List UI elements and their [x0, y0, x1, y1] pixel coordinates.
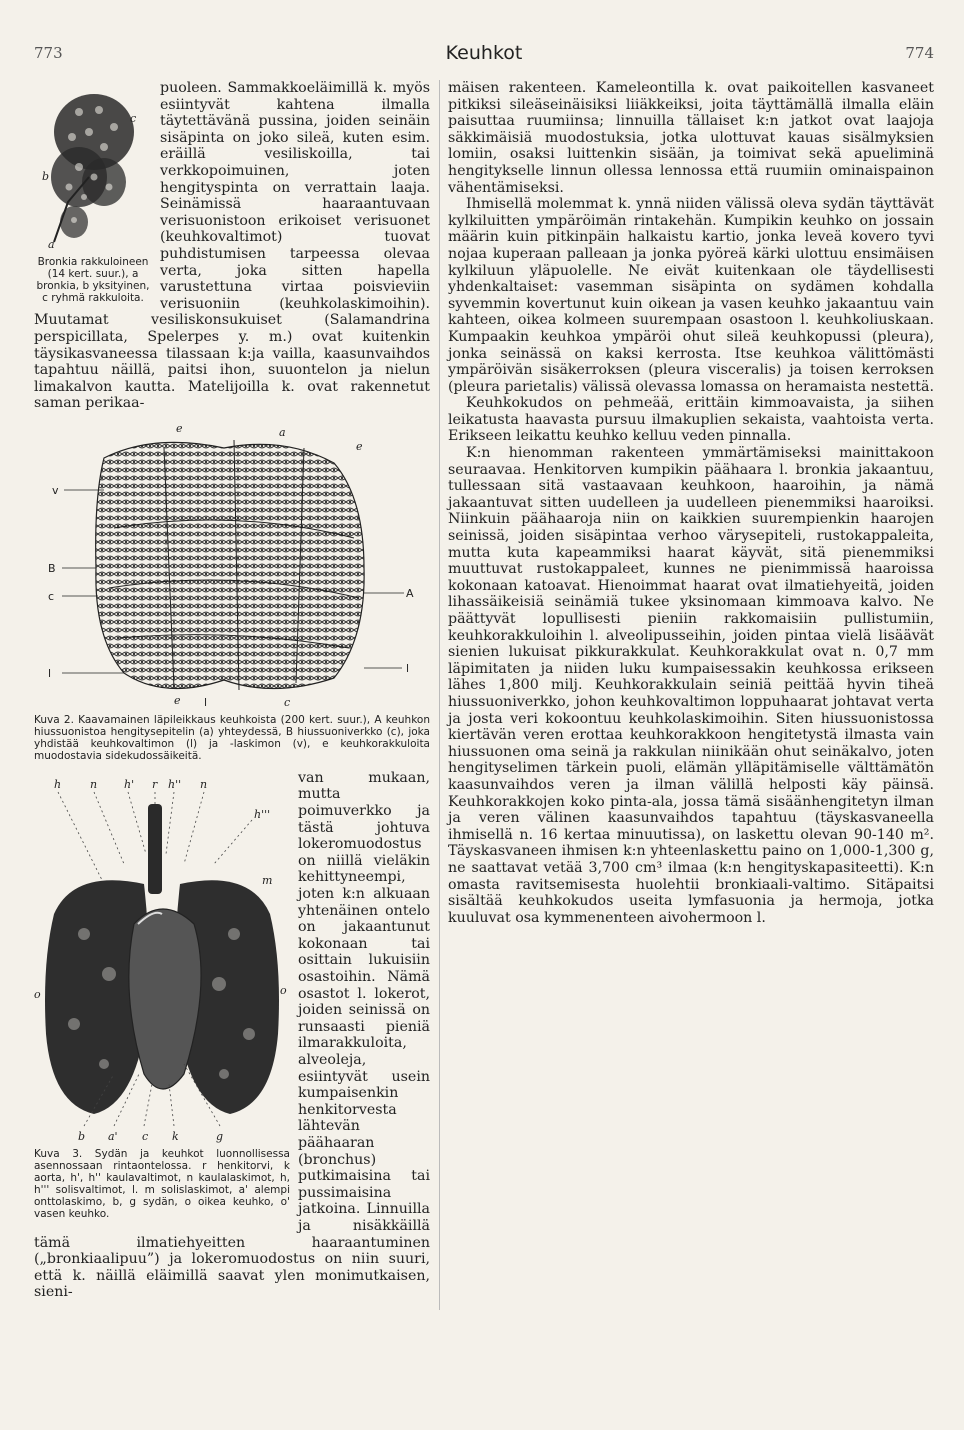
- label-k: k: [172, 1129, 179, 1143]
- label-c: c: [142, 1129, 149, 1143]
- label-n2: n: [200, 777, 208, 791]
- label-o2: o: [280, 983, 287, 997]
- page-header: [34, 44, 934, 66]
- label-g: g: [216, 1129, 224, 1143]
- label-B: B: [48, 561, 56, 575]
- right-paragraph-3: Keuhkokudos on pehmeää, erittäin kimmoavaista, ja siihen leikatusta haavasta pursuu ilmakuplien sekaista, vaahtoista verta. Erikseen leikattu keuhko kelluu veden pinnalla.: [448, 395, 934, 445]
- label-h1: h': [124, 777, 135, 791]
- left-paragraph-1: puoleen. Sammakkoeläimillä k. myös esiintyvät kahtena ilmalla täytettävänä pussina, joiden seinäin sisäpinta on joko sileä, kuten esim. eräillä vesiliskoilla, tai verkkopoimuinen, joten hengityspinta on verrattain laaja. Seinämissä haaraantuvaan verisuonistoon erikoiset verisuonet (keuhkovaltimot) tuovat puhdistumisen tarpeessa olevaa verta, joka sitten hapella varustettuna virtaa poisvieviin verisuoniin (keuhkolaskimoihin). Muutamat vesiliskonsukuiset (Salamandrina perspicillata, Spelerpes y. m.) ovat kuitenkin täysikasvaneessa tilassaan k:ja vailla, kaasunvaihdos tapahtuu näillä, paitsi ihon, suuontelon ja nielun limakalvon kautta. Matelijoilla k. ovat rakennetut saman perikaa-: [34, 80, 430, 412]
- figure-2: [34, 418, 430, 762]
- label-m: m: [262, 873, 273, 887]
- figure-2-caption: Kuva 2. Kaavamainen läpileikkaus keuhkoista (200 kert. suur.), A keuhkon hiussuonistoa hengitysepitelin (a) yhteydessä, B hiussuoniverkko (c), joka yhdistää keuhkovaltimon (l) ja -laskimon (v), e keuhkorakkuloita muodostavia sidekudossäikeitä.: [34, 713, 430, 762]
- label-a: a: [279, 425, 286, 439]
- label-l-right: l: [406, 661, 410, 675]
- label-e-top: e: [176, 421, 183, 435]
- bronchia-illustration: [34, 82, 152, 252]
- left-paragraph-2: van mukaan, mutta poimuverkko ja tästä johtuva lokeromuodostus on niillä vieläkin kehittyneempi, joten k:n alkuaan yhtenäinen ontelo on jakaantunut kokonaan tai osittain lukuisiin osastoihin. Nämä osastot l. lokerot, joiden seinissä on runsaasti pieniä ilmarakkuloita, alveoleja, esiintyvät usein kumpaisenkin henkitorvesta lähtevän päähaaran (bronchus) putkimaisina tai pussimaisina jatkoina. Linnuilla ja nisäkkäillä tämä ilmatiehyeitten haaraantuminen („bronkiaalipuu”) ja lokeromuodostus on niin suuri, että k. näillä eläimillä saavat ylen monimutkaisen, sieni-: [34, 769, 430, 1301]
- page-number-right: 774: [905, 44, 934, 62]
- label-l-left: l: [48, 666, 52, 680]
- label-h: h: [54, 777, 62, 791]
- figure-3-caption: Kuva 3. Sydän ja keuhkot luonnollisessa asennossaan rintaontelossa. r henkitorvi, k aorta, h', h'' kaulavaltimot, n kaulalaskimot, h, h''' solisvaltimot, l. m solislaskimot, a' alempi onttolaskimo, b, g sydän, o oikea keuhko, o' vasen keuhko.: [34, 1147, 290, 1220]
- svg-text:b: b: [42, 170, 50, 183]
- figure-1-caption: Bronkia rakkuloineen (14 kert. suur.), a bronkia, b yksityinen, c ryhmä rakkuloita.: [36, 256, 150, 304]
- label-l-bottom: l: [204, 695, 208, 709]
- lung-section-diagram: [34, 418, 430, 710]
- label-n: n: [90, 777, 98, 791]
- label-a1: a': [108, 1129, 118, 1143]
- right-column: [448, 80, 934, 926]
- label-r: r: [152, 777, 158, 791]
- left-column: [34, 80, 430, 1301]
- column-divider: [439, 80, 440, 1310]
- page-title: Keuhkot: [445, 42, 523, 64]
- right-paragraph-2: Ihmisellä molemmat k. ynnä niiden välissä oleva sydän täyttävät kylkiluitten ympäröimän rintakehän. Kumpikin keuhko on jossain määrin kuin pitkinpäin halkaistu kartio, jonka leveä kovero tyvi nojaa kuperaan palleaan ja jonka pyöreä kärki ulottuu ensimäisen kylkiluun yläpuolelle. Ne eivät kuitenkaan ole täydellisesti yhdenkaltaiset: vasemman sisäpinta on sydämen kohdalla syvemmin kovertunut kuin oikean ja vasen keuhko jakaantuu vain kahteen, oikea kolmeen suurempaan osastoon l. keuhkoliuskaan. Kumpaakin keuhkoa ympäröi ohut sileä keuhkopussi (pleura), jonka seinässä on kaksi kerrosta. Itse keuhkoa välittömästi ympäröivän sisäkerroksen (pleura visceralis) ja toisen kerroksen (pleura parietalis) välissä olevassa lomassa on heramaista nestettä.: [448, 196, 934, 395]
- figure-bronchia: [34, 82, 152, 304]
- label-b: b: [78, 1129, 86, 1143]
- page-number-left: 773: [34, 44, 63, 62]
- label-o: o: [34, 987, 41, 1001]
- right-paragraph-1: mäisen rakenteen. Kameleontilla k. ovat paikoitellen kasvaneet pitkiksi sileäseinäisiksi liiäkkeiksi, joita täyttämällä ilmalla eläin paisuttaa ruumiinsa; linnuilla tällaiset k:n jatkot ovat laajoja säkkimäisiä muodostuksia, jotka ulottuvat kauas sisälmyksien lomiin, osaksi luittenkin sisään, ja toimivat sekä apueliminä hengitykselle linnun ollessa lennossa että ruumiin ominaispainon vähentämiseksi.: [448, 80, 934, 196]
- svg-text:c: c: [130, 112, 137, 125]
- label-e-bottom: e: [174, 693, 181, 707]
- label-A: A: [406, 586, 414, 600]
- figure-3: [34, 774, 290, 1220]
- label-c-bottom: c: [284, 695, 291, 709]
- label-h2: h'': [168, 777, 182, 791]
- svg-text:a: a: [48, 238, 55, 251]
- label-v: v: [52, 483, 59, 497]
- label-e-right: e: [356, 439, 363, 453]
- right-paragraph-4: K:n hienomman rakenteen ymmärtämiseksi mainittakoon seuraavaa. Henkitorven kumpikin päähaara l. bronkia jakaantuu, tullessaan sitä vastaavaan keuhkoon, haaroihin, ja nämä jakaantuvat sitten uudelleen ja uudelleen pienemmiksi haaroiksi. Niinkuin päähaaroja niin on kaikkien suurempienkin haarojen seinissä, joiden sisäpintaa verhoo värysepiteli, rustokappaleita, mutta kuta kapeammiksi haarat käyvät, sitä pienemmiksi muuttuvat rustokappaleet, kunnes ne pienimmissä haaroissa kokonaan katoavat. Hienoimmat haarat ovat ilmatiehyeitä, joiden lihassäikeisiä seinämiä tukee yksinomaan kimmoava kalvo. Ne päättyvät lopullisesti pieniin rakkomaisiin pullistumiin, keuhkorakkuloihin l. alveolipusseihin, joiden pintaa vielä lisäävät sienien lukuisat pikkurakkulat. Keuhkorakkulat ovat n. 0,7 mm läpimitaten ja niiden luku kumpaisessakin keuhkossa erikseen lähes 1,800 milj. Keuhkorakkulain seiniä peittää hyvin tiheä hiussuoniverkko, johon keuhkovaltimon loppuhaarat johtavat verta ja josta veri kokoontuu keuhkolaskimoihin. Siten hiussuonistossa kiertävän veren erottaa keuhkorakkoon hengitetystä ilmasta vain hiussuonen oma seinä ja rakkulan niinikään ohut seinäkalvo, joten hengityselimen tärkein puoli, elämän ylläpitämiselle välttämätön kaasunvaihdos veren ja ilman välillä helposti käy päinsä. Keuhkorakkojen koko pinta-ala, jossa tämä sisäänhengitetyn ilman ja veren välinen kaasunvaihdos tapahtuu (täyskasvaneella ihmisellä n. 16 kertaa minuutissa), on laskettu olevan 90-140 m². Täyskasvaneen ihmisen k:n yhteenlaskettu paino on 1,000-1,300 g, ne saattavat vetää 3,700 cm³ ilmaa (k:n hengityskapasiteetti). K:n omasta ravitsemisesta huolehtii bronkiaali-valtimo. Sitäpaitsi sisältää keuhkokudos useita lymfasuonia ja hermoja, jotka kuuluvat osa kymmenenteen aivohermoon l.: [448, 445, 934, 926]
- label-c-left: c: [48, 589, 55, 603]
- heart-lungs-illustration: [34, 774, 290, 1146]
- label-h3: h''': [254, 807, 271, 821]
